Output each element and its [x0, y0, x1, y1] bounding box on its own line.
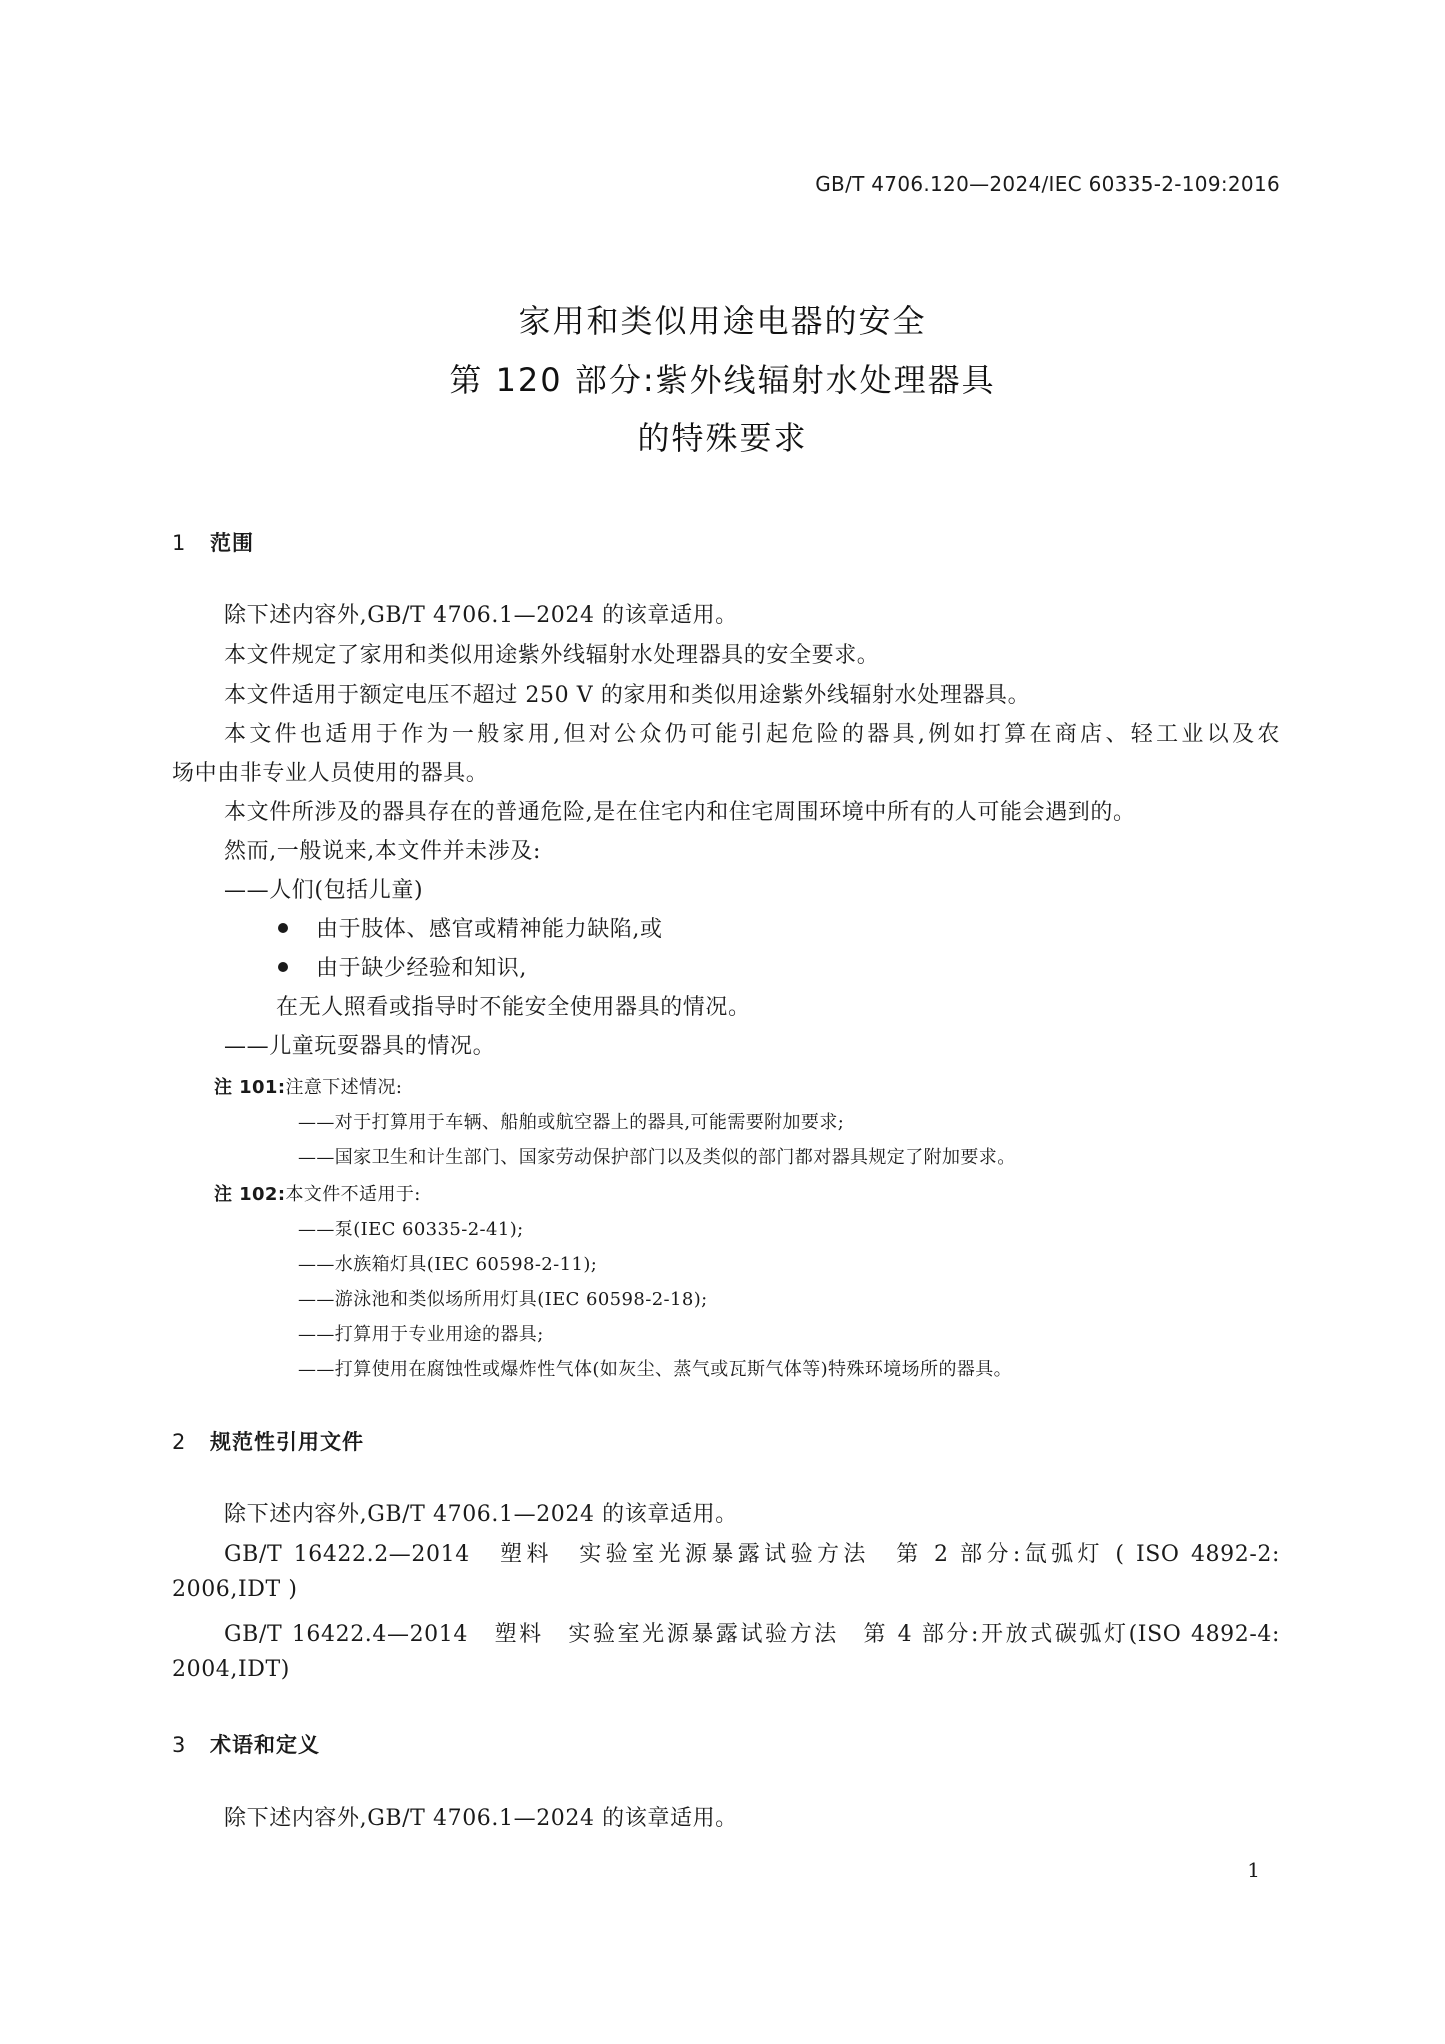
section-2-ref-2: GB/T 16422.4—2014 塑料 实验室光源暴露试验方法 第 4 部分:开放式碳弧灯(ISO 4892-4: [224, 1622, 1280, 1647]
document-title-line2: 第 120 部分:紫外线辐射水处理器具 [449, 361, 996, 399]
section-2-title: 规范性引用文件 [210, 1430, 364, 1454]
note-102-item-1: ——泵(IEC 60335-2-41); [298, 1219, 524, 1240]
bullet-item-2-text: 由于缺少经验和知识, [316, 956, 527, 981]
standard-code: GB/T 4706.120—2024/IEC 60335-2-109:2016 [815, 172, 1280, 196]
bullet-icon [278, 923, 288, 933]
section-3-para-1: 除下述内容外,GB/T 4706.1—2024 的该章适用。 [224, 1806, 738, 1831]
bullet-item-1-text: 由于肢体、感官或精神能力缺陷,或 [316, 917, 663, 942]
section-2-number: 2 [172, 1430, 187, 1454]
document-title-line1: 家用和类似用途电器的安全 [518, 302, 927, 340]
section-1-para-3: 本文件适用于额定电压不超过 250 V 的家用和类似用途紫外线辐射水处理器具。 [224, 683, 1031, 708]
note-101-item-1: ——对于打算用于车辆、船舶或航空器上的器具,可能需要附加要求; [298, 1112, 845, 1133]
section-3-heading [172, 1729, 320, 1759]
section-1-para-2: 本文件规定了家用和类似用途紫外线辐射水处理器具的安全要求。 [224, 643, 880, 668]
section-1-para-5: 本文件所涉及的器具存在的普通危险,是在住宅内和住宅周围环境中所有的人可能会遇到的。 [224, 800, 1136, 825]
section-2-ref-1-cont: 2006,IDT ) [172, 1577, 298, 1602]
bullet-icon [278, 962, 288, 972]
note-101-text: 注意下述情况: [285, 1077, 403, 1098]
document-title-line3: 的特殊要求 [637, 419, 808, 457]
section-1-para-4-cont: 场中由非专业人员使用的器具。 [172, 761, 489, 786]
note-102-item-2: ——水族箱灯具(IEC 60598-2-11); [298, 1254, 598, 1275]
note-102-item-3: ——游泳池和类似场所用灯具(IEC 60598-2-18); [298, 1289, 708, 1310]
note-102 [214, 1180, 421, 1206]
section-1-para-1: 除下述内容外,GB/T 4706.1—2024 的该章适用。 [224, 603, 738, 628]
note-102-item-4: ——打算用于专业用途的器具; [298, 1324, 544, 1345]
note-101-item-2: ——国家卫生和计生部门、国家劳动保护部门以及类似的部门都对器具规定了附加要求。 [298, 1147, 1016, 1168]
section-2-ref-1: GB/T 16422.2—2014 塑料 实验室光源暴露试验方法 第 2 部分:氙弧灯 ( ISO 4892-2: [224, 1542, 1280, 1567]
bullet-item-2 [278, 951, 527, 982]
section-2-ref-2-cont: 2004,IDT) [172, 1657, 290, 1682]
list-item-children: ——儿童玩耍器具的情况。 [224, 1034, 496, 1059]
list-item-people-cont: 在无人照看或指导时不能安全使用器具的情况。 [276, 995, 751, 1020]
section-1-heading [172, 527, 254, 557]
section-3-title: 术语和定义 [210, 1733, 320, 1757]
bullet-item-1 [278, 912, 663, 943]
section-3-number: 3 [172, 1733, 187, 1757]
section-1-para-4: 本文件也适用于作为一般家用,但对公众仍可能引起危险的器具,例如打算在商店、轻工业以及农 [224, 722, 1280, 747]
section-1-number: 1 [172, 531, 187, 555]
page-number: 1 [1247, 1858, 1260, 1882]
note-102-label: 注 102: [214, 1184, 286, 1205]
section-1-title: 范围 [210, 531, 254, 555]
list-item-people: ——人们(包括儿童) [224, 878, 424, 903]
note-101-label: 注 101: [214, 1077, 286, 1098]
section-2-para-1: 除下述内容外,GB/T 4706.1—2024 的该章适用。 [224, 1502, 738, 1527]
note-101 [214, 1073, 402, 1099]
note-102-text: 本文件不适用于: [285, 1184, 421, 1205]
section-1-para-6: 然而,一般说来,本文件并未涉及: [224, 839, 541, 864]
note-102-item-5: ——打算使用在腐蚀性或爆炸性气体(如灰尘、蒸气或瓦斯气体等)特殊环境场所的器具。 [298, 1359, 1013, 1380]
section-2-heading [172, 1426, 364, 1456]
